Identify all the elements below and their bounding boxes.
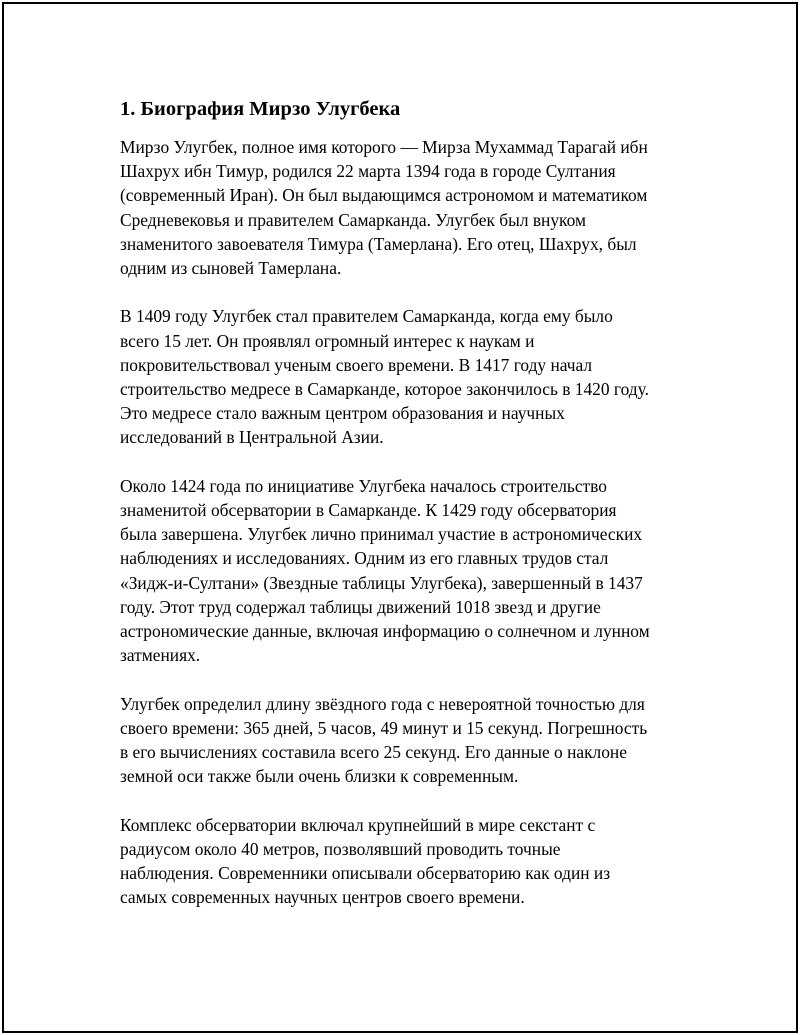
text-line: (современный Иран). Он был выдающимся астрономом и математиком xyxy=(120,185,648,206)
text-line: Средневековья и правителем Самарканда. Улугбек был внуком xyxy=(120,209,586,230)
paragraph-observatory xyxy=(120,474,700,668)
paragraph-stellar-year xyxy=(120,692,700,789)
text-line: строительство медресе в Самарканде, которое закончилось в 1420 году. xyxy=(120,379,649,400)
text-line: Мирзо Улугбек, полное имя которого — Мирза Мухаммад Тарагай ибн xyxy=(120,137,648,157)
text-line: самых современных научных центров своего времени. xyxy=(120,887,525,908)
text-line: своего времени: 365 дней, 5 часов, 49 минут и 15 секунд. Погрешность xyxy=(120,717,648,738)
paragraph-ruler xyxy=(120,304,700,449)
text-line: «Зидж-и-Султани» (Звездные таблицы Улугбека), завершенный в 1437 xyxy=(120,572,643,593)
text-line: Комплекс обсерватории включал крупнейший в мире секстант с xyxy=(120,814,596,835)
document-page xyxy=(2,2,798,1033)
text-line: одним из сыновей Тамерлана. xyxy=(120,258,342,279)
text-line: всего 15 лет. Он проявлял огромный интерес к наукам и xyxy=(120,330,535,351)
text-line: Улугбек определил длину звёздного года с невероятной точностью для xyxy=(120,693,645,714)
text-line: затмениях. xyxy=(120,645,201,666)
paragraph-sextant xyxy=(120,813,700,910)
text-line: знаменитого завоевателя Тимура (Тамерлана). Его отец, Шахрух, был xyxy=(120,233,637,254)
document-content xyxy=(120,94,700,934)
text-line: году. Этот труд содержал таблицы движений 1018 звезд и другие xyxy=(120,596,601,617)
text-line: покровительствовал ученым своего времени. В 1417 году начал xyxy=(120,354,593,375)
text-line: Около 1424 года по инициативе Улугбека началось строительство xyxy=(120,475,607,496)
text-line: была завершена. Улугбек лично принимал участие в астрономических xyxy=(120,524,643,545)
paragraph-birth xyxy=(120,135,700,280)
text-line: знаменитой обсерватории в Самарканде. К 1429 году обсерватория xyxy=(120,500,617,521)
section-heading: 1. Биография Мирзо Улугбека xyxy=(120,98,401,120)
text-line: астрономические данные, включая информацию о солнечном и лунном xyxy=(120,621,650,642)
text-line: земной оси также были очень близки к современным. xyxy=(120,766,519,787)
text-line: радиусом около 40 метров, позволявший проводить точные xyxy=(120,838,561,859)
text-line: в его вычислениях составила всего 25 секунд. Его данные о наклоне xyxy=(120,742,627,763)
text-line: наблюдениях и исследованиях. Одним из его главных трудов стал xyxy=(120,548,609,569)
text-line: Шахрух ибн Тимур, родился 22 марта 1394 года в городе Султания xyxy=(120,161,616,182)
text-line: наблюдения. Современники описывали обсерваторию как один из xyxy=(120,863,611,884)
text-line: Это медресе стало важным центром образования и научных xyxy=(120,403,565,424)
text-line: исследований в Центральной Азии. xyxy=(120,427,384,448)
text-line: В 1409 году Улугбек стал правителем Самарканда, когда ему было xyxy=(120,306,613,327)
